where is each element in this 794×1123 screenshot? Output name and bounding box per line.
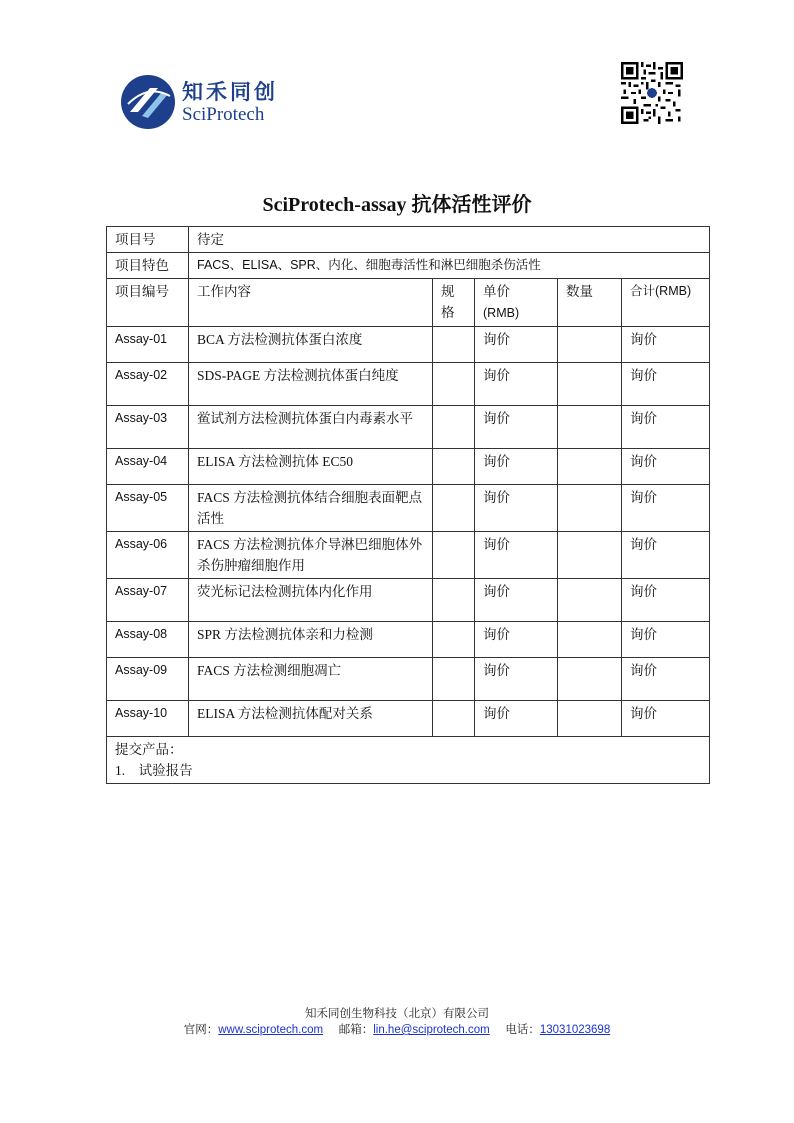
logo-text-en: SciProtech: [182, 104, 265, 125]
row-qty: [558, 363, 622, 406]
row-content: SDS-PAGE 方法检测抗体蛋白纯度: [189, 363, 433, 406]
row-unit-price: 询价: [475, 485, 558, 532]
table-row: [107, 363, 710, 406]
row-total: 询价: [622, 579, 710, 622]
column-header-unit-price: [475, 279, 558, 327]
row-code: Assay-09: [107, 658, 189, 701]
row-code: Assay-08: [107, 622, 189, 658]
page-title: SciProtech-assay 抗体活性评价: [262, 194, 532, 216]
project-feature-row: [107, 253, 710, 279]
row-code: Assay-03: [107, 406, 189, 449]
row-unit-price: 询价: [475, 449, 558, 485]
row-content: SPR 方法检测抗体亲和力检测: [189, 622, 433, 658]
row-code: Assay-05: [107, 485, 189, 532]
row-unit-price: 询价: [475, 327, 558, 363]
row-content: FACS 方法检测抗体结合细胞表面靶点活性: [189, 485, 433, 532]
table-row: [107, 701, 710, 737]
row-spec: [433, 485, 475, 532]
footer-contact: [0, 1021, 794, 1038]
table-row: [107, 579, 710, 622]
row-qty: [558, 485, 622, 532]
assay-price-table: [106, 226, 710, 784]
deliverables-cell: [107, 737, 710, 784]
logo-icon: [120, 74, 176, 130]
row-total: 询价: [622, 363, 710, 406]
deliverables-row: [107, 737, 710, 784]
row-total: 询价: [622, 658, 710, 701]
row-spec: [433, 622, 475, 658]
row-total: 询价: [622, 327, 710, 363]
company-logo: [120, 74, 300, 134]
row-qty: [558, 622, 622, 658]
row-spec: [433, 701, 475, 737]
row-content: ELISA 方法检测抗体配对关系: [189, 701, 433, 737]
row-code: Assay-06: [107, 532, 189, 579]
row-spec: [433, 579, 475, 622]
website-link[interactable]: www.sciprotech.com: [218, 1024, 324, 1036]
deliverables-label: 提交产品：: [115, 742, 183, 757]
row-qty: [558, 406, 622, 449]
row-unit-price: 询价: [475, 363, 558, 406]
table-row: [107, 327, 710, 363]
row-content: 荧光标记法检测抗体内化作用: [189, 579, 433, 622]
table-row: [107, 406, 710, 449]
table-row: [107, 532, 710, 579]
row-spec: [433, 406, 475, 449]
row-unit-price: 询价: [475, 406, 558, 449]
qr-code-icon: [621, 62, 683, 124]
row-qty: [558, 701, 622, 737]
row-qty: [558, 532, 622, 579]
row-unit-price: 询价: [475, 579, 558, 622]
row-total: 询价: [622, 485, 710, 532]
row-code: Assay-10: [107, 701, 189, 737]
row-content: BCA 方法检测抗体蛋白浓度: [189, 327, 433, 363]
row-content: FACS 方法检测细胞凋亡: [189, 658, 433, 701]
row-unit-price: 询价: [475, 658, 558, 701]
email-link[interactable]: lin.he@sciprotech.com: [373, 1024, 490, 1036]
row-spec: [433, 658, 475, 701]
deliverable-item: 1. 试验报告: [115, 763, 193, 778]
row-total: 询价: [622, 701, 710, 737]
row-unit-price: 询价: [475, 622, 558, 658]
row-content: 鲎试剂方法检测抗体蛋白内毒素水平: [189, 406, 433, 449]
row-content: FACS 方法检测抗体介导淋巴细胞体外杀伤肿瘤细胞作用: [189, 532, 433, 579]
table-row: [107, 622, 710, 658]
row-spec: [433, 363, 475, 406]
row-unit-price: 询价: [475, 701, 558, 737]
row-total: 询价: [622, 406, 710, 449]
row-content: ELISA 方法检测抗体 EC50: [189, 449, 433, 485]
row-code: Assay-02: [107, 363, 189, 406]
row-qty: [558, 658, 622, 701]
row-unit-price: 询价: [475, 532, 558, 579]
page-footer: [0, 1005, 794, 1038]
row-code: Assay-01: [107, 327, 189, 363]
table-header-row: [107, 279, 710, 327]
column-header-spec: 规格: [433, 279, 475, 327]
project-number-value: 待定: [189, 227, 710, 253]
project-feature-label: 项目特色: [107, 253, 189, 279]
table-row: [107, 449, 710, 485]
website-label: 官网：: [183, 1022, 219, 1036]
row-qty: [558, 449, 622, 485]
table-row: [107, 658, 710, 701]
project-number-label: 项目号: [107, 227, 189, 253]
column-header-code: 项目编号: [107, 279, 189, 327]
row-total: 询价: [622, 532, 710, 579]
column-header-total: 合计(RMB): [622, 279, 710, 327]
row-qty: [558, 579, 622, 622]
email-label: 邮箱：: [338, 1022, 374, 1036]
phone-label: 电话：: [505, 1022, 540, 1036]
unit-price-currency: (RMB): [483, 306, 520, 320]
row-qty: [558, 327, 622, 363]
logo-text-cn: 知禾同创: [182, 80, 278, 104]
table-row: [107, 485, 710, 532]
project-feature-value: FACS、ELISA、SPR、内化、细胞毒活性和淋巴细胞杀伤活性: [189, 253, 710, 279]
row-spec: [433, 449, 475, 485]
phone-link[interactable]: 13031023698: [539, 1024, 611, 1036]
column-header-qty: 数量: [558, 279, 622, 327]
row-code: Assay-04: [107, 449, 189, 485]
row-code: Assay-07: [107, 579, 189, 622]
row-spec: [433, 532, 475, 579]
unit-price-label: 单价: [483, 284, 510, 299]
footer-company: 知禾同创生物科技（北京）有限公司: [305, 1006, 489, 1020]
row-total: 询价: [622, 449, 710, 485]
project-number-row: [107, 227, 710, 253]
column-header-content: 工作内容: [189, 279, 433, 327]
row-spec: [433, 327, 475, 363]
row-total: 询价: [622, 622, 710, 658]
